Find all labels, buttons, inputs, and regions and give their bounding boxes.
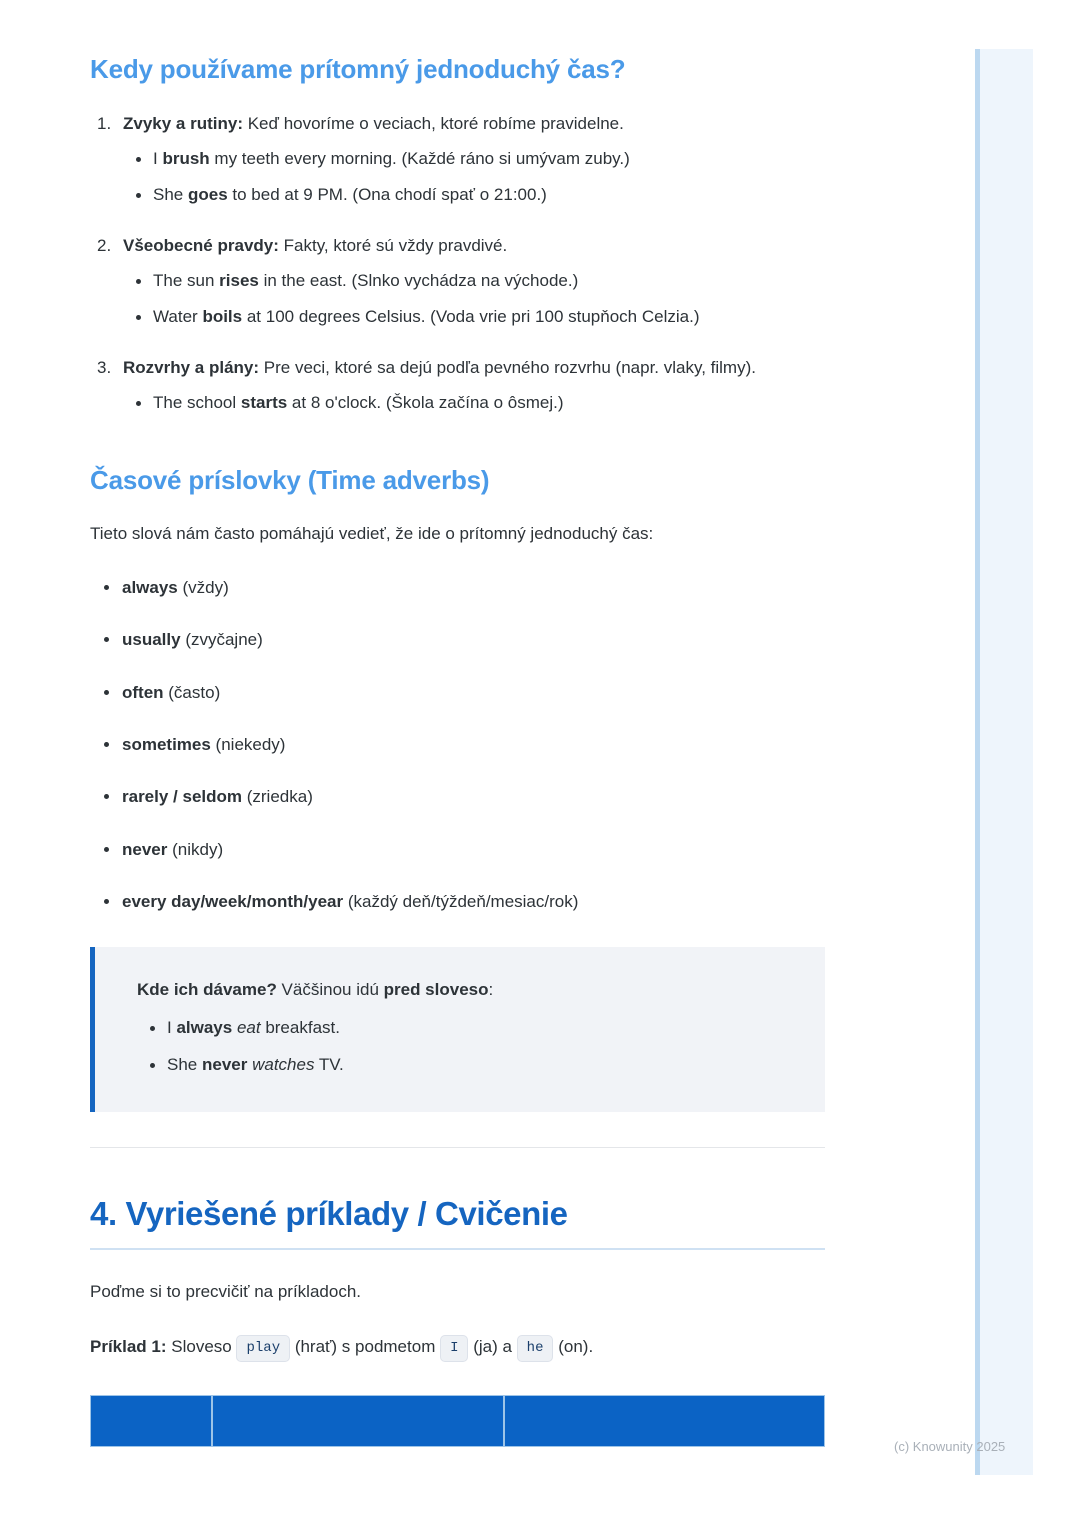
usage-term: Rozvrhy a plány: (123, 357, 260, 377)
table-head (90, 1395, 825, 1447)
example-pre: She (153, 184, 188, 204)
example-pre: She (167, 1055, 202, 1075)
adverb-item (90, 627, 825, 653)
adverb-translation: (často) (163, 682, 221, 702)
document-content (90, 0, 825, 1447)
example-adverb: always (176, 1017, 233, 1037)
example-post: breakfast. (260, 1017, 340, 1037)
usage-list (90, 110, 825, 416)
right-side-band (975, 49, 1033, 1475)
example-1-label: Príklad 1: (90, 1337, 167, 1357)
example-1-text-3: (ja) a (468, 1337, 517, 1357)
example-pre: Water (153, 306, 203, 326)
table-header-cell-3 (504, 1395, 825, 1447)
usage-list-item (90, 232, 825, 330)
usage-section-heading: Kedy používame prítomný jednoduchý čas? (90, 54, 626, 84)
usage-example (123, 182, 825, 208)
usage-examples (123, 146, 825, 208)
callout-example (137, 1052, 799, 1078)
adverb-translation: (vždy) (177, 578, 229, 597)
adverb-term: always (122, 578, 178, 597)
example-adverb: never (201, 1055, 248, 1075)
adverb-item (90, 680, 825, 706)
adverb-term: sometimes (122, 735, 211, 755)
placement-callout (90, 947, 825, 1112)
example-post: at 100 degrees Celsius. (Voda vrie pri 100 stupňoch Celzia.) (242, 306, 700, 326)
adverbs-intro-text: Tieto slová nám často pomáhajú vedieť, že ide o prítomný jednoduchý čas: (90, 523, 654, 543)
adverb-item (90, 837, 825, 863)
callout-question: Kde ich dávame? (137, 980, 277, 1000)
callout-examples (137, 1015, 799, 1079)
example-verb: eat (236, 1017, 261, 1037)
table-header-row (90, 1395, 825, 1447)
adverb-translation: (zriedka) (242, 787, 313, 807)
usage-example (123, 146, 825, 172)
usage-list-item (90, 110, 825, 208)
example-post: at 8 o'clock. (Škola začína o ôsmej.) (287, 393, 564, 413)
usage-term: Všeobecné pravdy: (123, 236, 279, 256)
callout-lead (137, 977, 799, 1003)
usage-term: Zvyky a rutiny: (123, 114, 243, 134)
adverb-term: every day/week/month/year (122, 892, 344, 912)
usage-example (123, 268, 825, 294)
exercises-intro-text: Poďme si to precvičiť na príkladoch. (90, 1282, 361, 1302)
adverb-item (90, 889, 825, 915)
example-pre: The sun (153, 271, 220, 291)
usage-examples (123, 390, 825, 416)
example-1-text-1: Sloveso (166, 1337, 237, 1357)
example-verb: brush (162, 149, 210, 169)
adverb-item (90, 732, 825, 758)
right-side-band-edge (975, 49, 980, 1475)
example-1-table (90, 1395, 825, 1447)
example-1-text-2: (hrať) s podmetom (290, 1337, 441, 1357)
usage-example (123, 304, 825, 330)
example-post: in the east. (Slnko vychádza na východe.) (258, 271, 579, 291)
usage-list-item (90, 354, 825, 417)
example-post: TV. (314, 1055, 344, 1075)
example-verb: rises (219, 271, 259, 291)
copyright-watermark: (c) Knowunity 2025 (894, 1439, 1006, 1454)
callout-mid: Väčšinou idú (276, 980, 384, 1000)
adverb-translation: (zvyčajne) (180, 630, 263, 650)
usage-examples (123, 268, 825, 330)
table-header-cell-1 (90, 1395, 212, 1447)
example-1-line (90, 1334, 825, 1362)
example-verb: watches (252, 1055, 315, 1075)
example-1-text-4: (on). (553, 1337, 594, 1357)
code-chip-i: I (440, 1335, 468, 1362)
adverb-item (90, 575, 825, 601)
example-pre: I (167, 1017, 177, 1037)
usage-description: Keď hovoríme o veciach, ktoré robíme pravidelne. (243, 114, 624, 134)
adverbs-list (90, 575, 825, 915)
code-chip-he: he (517, 1335, 554, 1362)
adverb-term: never (122, 839, 168, 859)
example-pre: The school (153, 393, 241, 413)
table-header-cell-2 (212, 1395, 504, 1447)
usage-example (123, 390, 825, 416)
example-verb: starts (240, 393, 288, 413)
adverb-item (90, 784, 825, 810)
callout-end: : (488, 980, 494, 1000)
adverbs-section-heading: Časové príslovky (Time adverbs) (90, 465, 490, 496)
usage-description: Pre veci, ktoré sa dejú podľa pevného rozvrhu (napr. vlaky, filmy). (259, 357, 756, 377)
adverb-translation: (nikdy) (167, 839, 224, 859)
adverb-translation: (niekedy) (210, 735, 286, 755)
example-verb: boils (202, 306, 243, 326)
adverb-term: often (122, 682, 164, 702)
code-chip-play: play (236, 1335, 290, 1362)
adverb-term: rarely / seldom (122, 787, 243, 807)
example-pre: I (153, 149, 163, 169)
example-post: my teeth every morning. (Každé ráno si umývam zuby.) (209, 149, 630, 169)
example-post: to bed at 9 PM. (Ona chodí spať o 21:00.) (227, 184, 547, 204)
example-verb: goes (187, 184, 228, 204)
usage-description: Fakty, ktoré sú vždy pravdivé. (278, 236, 508, 256)
adverb-translation: (každý deň/týždeň/mesiac/rok) (343, 892, 579, 912)
adverb-term: usually (122, 630, 181, 650)
callout-example (137, 1015, 799, 1041)
exercises-section-heading: 4. Vyriešené príklady / Cvičenie (90, 1195, 568, 1233)
callout-rule: pred sloveso (383, 980, 489, 1000)
